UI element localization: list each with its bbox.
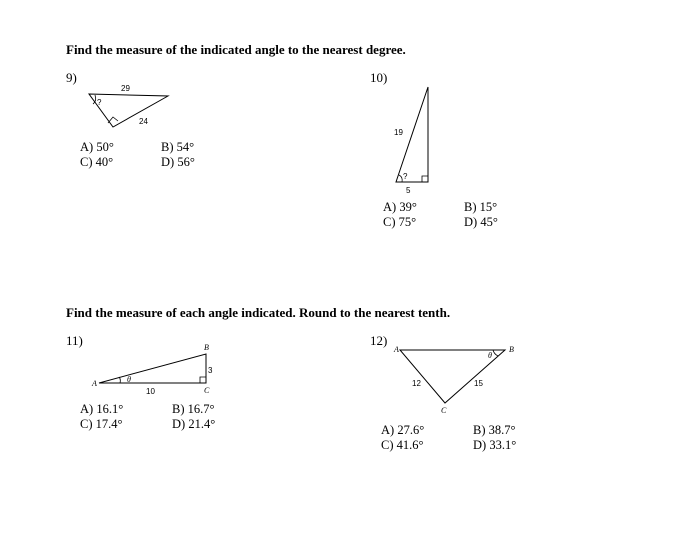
q11-triangle-figure [90, 340, 220, 400]
q10-right-angle-mark [422, 176, 428, 182]
q9-hyp-label: 29 [121, 84, 130, 93]
q10-angle-label: ? [403, 172, 408, 181]
q11-number: 11) [66, 333, 83, 348]
q9-choice-c[interactable]: C) 40° [80, 155, 114, 169]
q12-choice-b[interactable]: B) 38.7° [473, 423, 516, 437]
q9-leg-label: 24 [139, 117, 148, 126]
q11-theta-label: θ [127, 375, 131, 384]
q11-height-label: 3 [208, 366, 213, 375]
q10-triangle-figure [385, 80, 435, 200]
q12-choice-a[interactable]: A) 27.6° [381, 423, 425, 437]
q12-angle-arc [493, 350, 498, 356]
q11-vertex-c: C [204, 386, 210, 395]
section1-heading: Find the measure of the indicated angle to the nearest degree. [66, 42, 406, 57]
q11-vertex-b: B [204, 343, 209, 352]
q10-choice-c[interactable]: C) 75° [383, 215, 417, 229]
q11-choice-d[interactable]: D) 21.4° [172, 417, 216, 431]
q10-number: 10) [370, 70, 388, 85]
section2-heading: Find the measure of each angle indicated. Round to the nearest tenth. [66, 305, 451, 320]
q12-choice-d[interactable]: D) 33.1° [473, 438, 517, 452]
q9-choice-a[interactable]: A) 50° [80, 140, 114, 154]
q9-angle-label: ? [97, 98, 102, 107]
q12-number: 12) [370, 333, 388, 348]
q12-choice-c[interactable]: C) 41.6° [381, 438, 424, 452]
q12-vertex-c: C [441, 406, 447, 415]
q11-choice-b[interactable]: B) 16.7° [172, 402, 215, 416]
q11-choice-c[interactable]: C) 17.4° [80, 417, 123, 431]
q12-vertex-b: B [509, 345, 514, 354]
q11-choice-a[interactable]: A) 16.1° [80, 402, 124, 416]
q10-choice-d[interactable]: D) 45° [464, 215, 498, 229]
q10-angle-arc [399, 175, 402, 182]
q9-number: 9) [66, 70, 77, 85]
q10-base-label: 5 [406, 186, 411, 195]
q10-hyp-label: 19 [394, 128, 403, 137]
q9-choice-d[interactable]: D) 56° [161, 155, 195, 169]
q10-choice-b[interactable]: B) 15° [464, 200, 498, 214]
q9-choice-b[interactable]: B) 54° [161, 140, 195, 154]
q11-vertex-a: A [92, 379, 97, 388]
q11-base-label: 10 [146, 387, 155, 396]
q12-theta-label: θ [488, 351, 492, 360]
q10-choice-a[interactable]: A) 39° [383, 200, 417, 214]
q12-right-label: 15 [474, 379, 483, 388]
q9-triangle-figure [80, 80, 180, 140]
q11-triangle [99, 354, 206, 383]
q12-triangle-figure [385, 340, 525, 415]
q12-vertex-a: A [394, 345, 399, 354]
q11-right-angle-mark [200, 377, 206, 383]
q12-left-label: 12 [412, 379, 421, 388]
